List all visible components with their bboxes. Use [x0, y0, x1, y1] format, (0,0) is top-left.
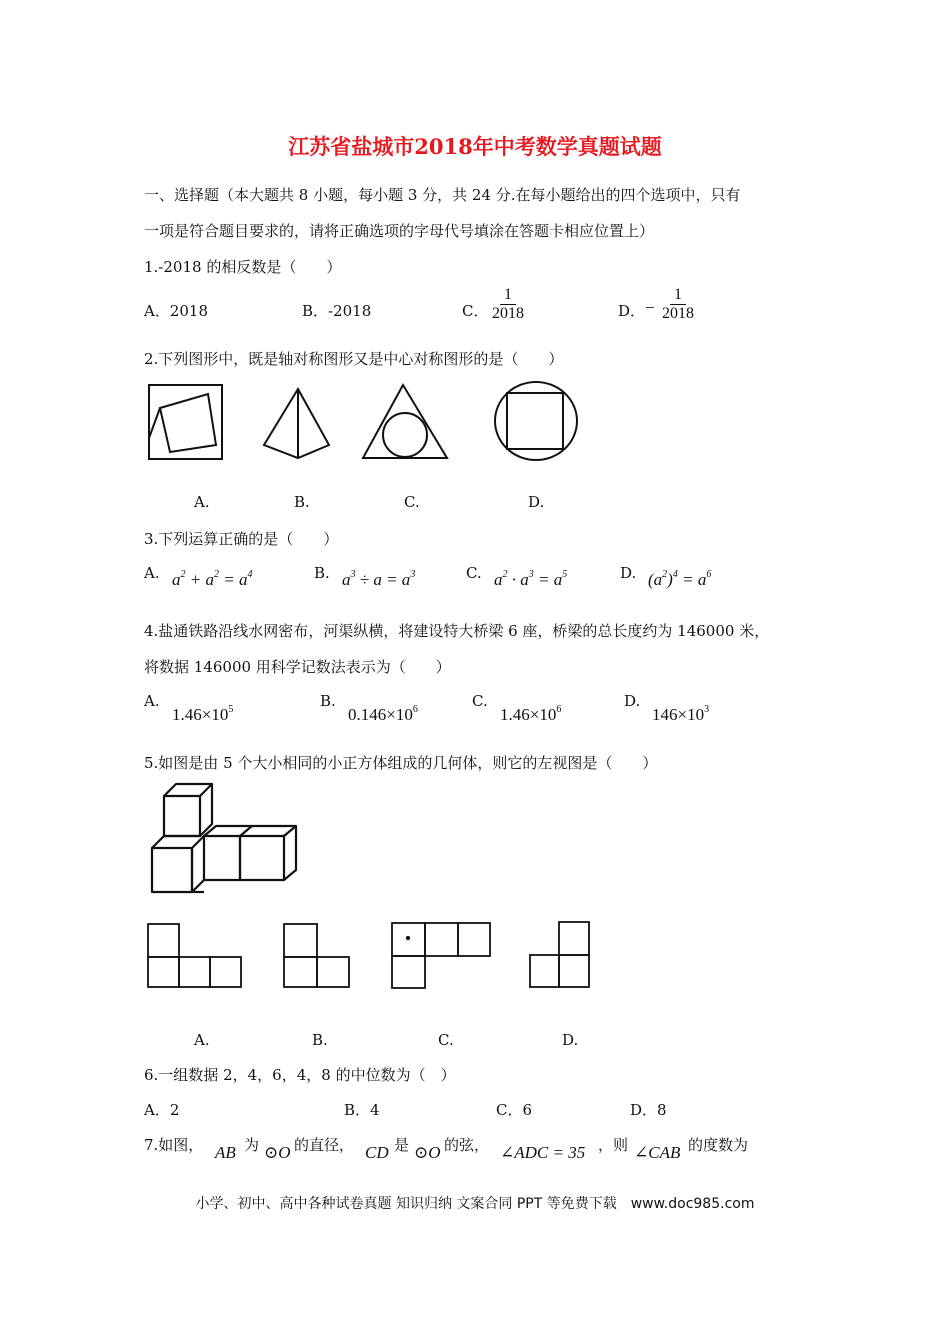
q3-stem: 3.下列运算正确的是（ ） [144, 530, 339, 548]
q4-label-b: B. [320, 692, 336, 710]
q6-option-d: D．8 [630, 1101, 667, 1119]
q2-figure-d-square-in-circle [495, 382, 577, 460]
q7-circle-o: ⊙O [264, 1143, 291, 1162]
sci-exponent: 6 [412, 704, 418, 715]
q6-option-b: B．4 [344, 1101, 380, 1119]
q1-option-a: A．2018 [144, 302, 209, 320]
q1-option-c-fraction [488, 286, 528, 322]
q4-option-a-value [172, 705, 233, 725]
fraction-denominator: 2018 [492, 304, 524, 322]
q5-label-c: C. [438, 1031, 454, 1049]
q7-text-5: 的弦， [444, 1136, 490, 1154]
q2-figure-a-square-in-square [149, 385, 222, 459]
q3-label-d: D. [620, 564, 637, 582]
q3-option-d-formula: $(a^2)^4 = a^6$ [648, 569, 712, 589]
q4-label-a: A. [144, 692, 160, 710]
fraction-numerator: 1 [670, 286, 686, 305]
q7-angle-cab: ∠CAB [634, 1143, 681, 1162]
page-footer: 小学、初中、高中各种试卷真题 知识归纳 文案合同 PPT 等免费下载 www.doc985.com [195, 1196, 755, 1212]
q5-option-a-view [148, 924, 241, 987]
q2-label-a: A. [194, 493, 210, 511]
q7-text-6: ，则 [598, 1136, 629, 1154]
sci-base: 1.46×10 [500, 705, 557, 724]
q5-stem: 5.如图是由 5 个大小相同的小正方体组成的几何体，则它的左视图是（ ） [144, 754, 658, 772]
q5-label-b: B. [312, 1031, 328, 1049]
q1-option-d-label: D． [618, 302, 646, 320]
q4-label-c: C. [472, 692, 488, 710]
sci-exponent: 5 [228, 704, 234, 715]
q6-option-c: C．6 [496, 1101, 533, 1119]
q7-angle-adc: ∠ADC = 35 [500, 1143, 586, 1162]
q3-option-c-formula: $a^2 \cdot a^3 = a^5$ [494, 569, 568, 589]
q7-text-2: 为 [244, 1136, 260, 1154]
fraction-denominator: 2018 [662, 304, 694, 322]
q4-label-d: D. [624, 692, 641, 710]
q7-text-1: 7.如图， [144, 1136, 204, 1154]
q4-stem-line2: 将数据 146000 用科学记数法表示为（ ） [144, 658, 451, 676]
section-intro-line1: 一、选择题（本大题共 8 小题，每小题 3 分，共 24 分.在每小题给出的四个选项中，只有 [144, 186, 741, 204]
q1-option-d-sign: − [645, 298, 655, 317]
sci-base: 0.146×10 [348, 705, 413, 724]
q7-cd: CD [365, 1143, 389, 1162]
sci-base: 1.46×10 [172, 705, 229, 724]
q4-option-c-value [500, 705, 561, 725]
fraction-numerator: 1 [500, 286, 516, 305]
q1-option-b: B．-2018 [302, 302, 372, 320]
q4-option-d-value [652, 705, 709, 725]
q1-option-d-fraction [658, 286, 698, 322]
q3-label-c: C. [466, 564, 482, 582]
q5-option-c-view [392, 923, 490, 988]
q7-text-4: 是 [394, 1136, 410, 1154]
page-title: 江苏省盐城市2018年中考数学真题试题 [288, 134, 662, 159]
section-intro-line2: 一项是符合题目要求的，请将正确选项的字母代号填涂在答题卡相应位置上） [144, 222, 655, 240]
q2-stem: 2.下列图形中，既是轴对称图形又是中心对称图形的是（ ） [144, 350, 564, 368]
q5-cube-solid-figure [140, 780, 310, 900]
q5-label-a: A. [194, 1031, 210, 1049]
q1-stem: 1.-2018 的相反数是（ ） [144, 258, 342, 276]
q5-option-b-view [284, 924, 349, 987]
q5-label-d: D. [562, 1031, 579, 1049]
q2-label-b: B. [294, 493, 310, 511]
q7-ab: AB [215, 1143, 236, 1162]
q3-option-a-formula: $a^2 + a^2 = a^4$ [172, 569, 253, 589]
q2-figures [140, 380, 620, 470]
q3-label-b: B. [314, 564, 330, 582]
sci-base: 146×10 [652, 705, 705, 724]
q2-figure-b-kite [264, 389, 329, 458]
q2-figure-c-circle-in-triangle [363, 385, 447, 458]
q3-label-a: A. [144, 564, 160, 582]
sci-exponent: 3 [704, 704, 710, 715]
q5-option-figures [140, 918, 560, 990]
q2-label-c: C. [404, 493, 420, 511]
q6-stem: 6.一组数据 2，4，6，4，8 的中位数为（ ） [144, 1066, 456, 1084]
sci-exponent: 6 [556, 704, 562, 715]
q7-text-7: 的度数为 [688, 1136, 749, 1154]
q1-option-c-label: C． [462, 302, 489, 320]
q4-option-b-value [348, 705, 418, 725]
q6-option-a: A．2 [144, 1101, 180, 1119]
q4-stem-line1: 4.盐通铁路沿线水网密布，河渠纵横，将建设特大桥梁 6 座，桥梁的总长度约为 146000 米， [144, 622, 770, 640]
q2-label-d: D. [528, 493, 545, 511]
q7-text-3: 的直径， [294, 1136, 355, 1154]
q5-option-d-figure [528, 918, 598, 990]
q3-option-b-formula: $a^3 \div a = a^3$ [342, 569, 416, 589]
q7-circle-o-2: ⊙O [414, 1143, 441, 1162]
